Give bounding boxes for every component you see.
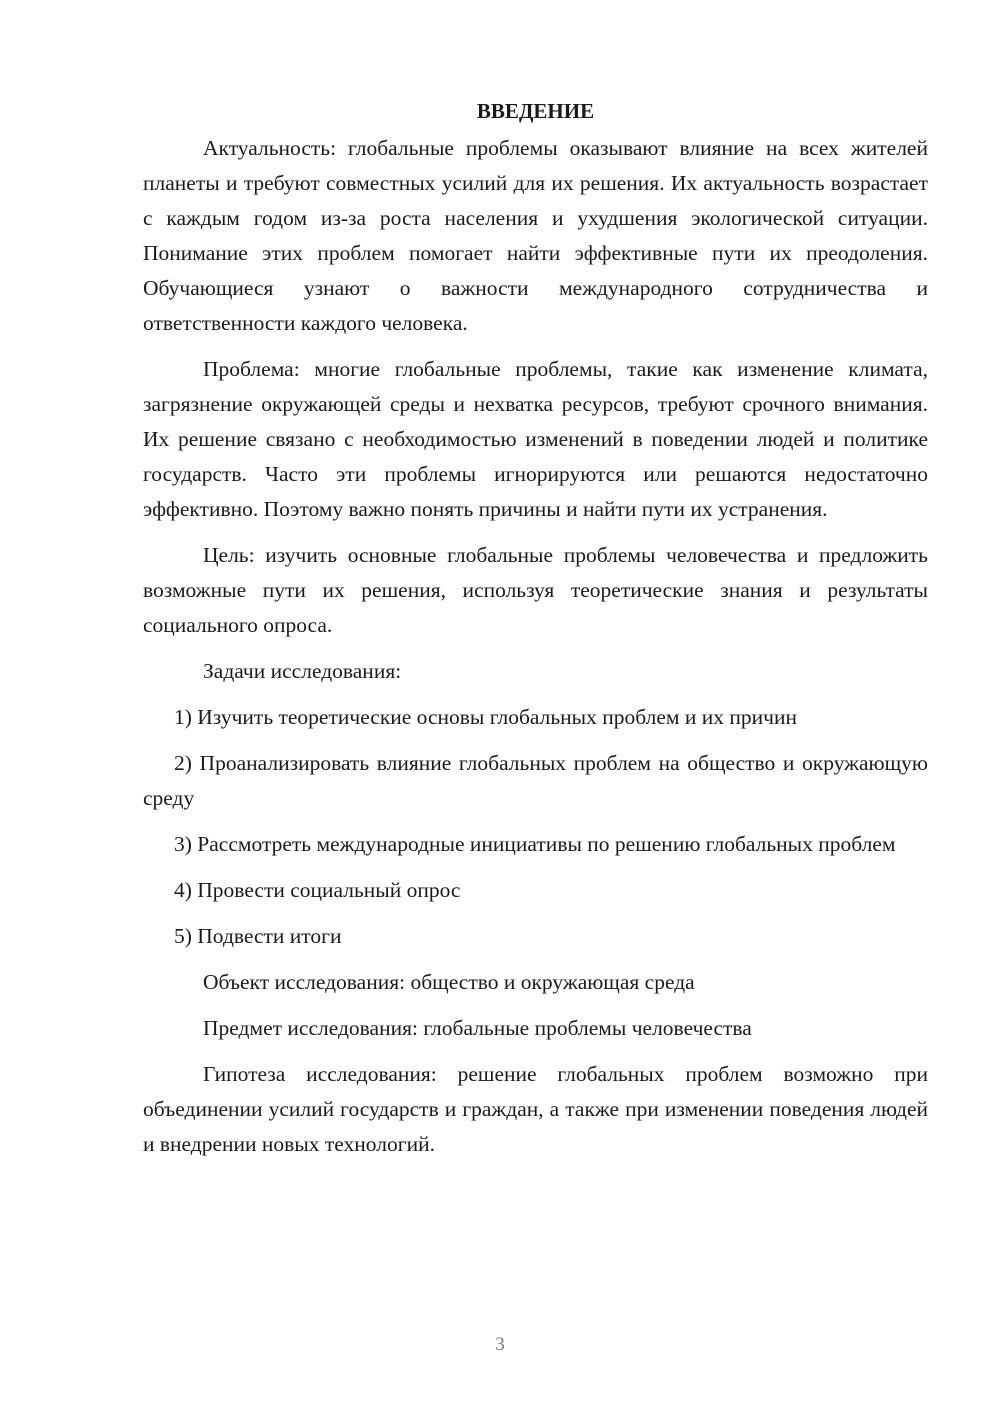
tasks-heading: Задачи исследования: [203, 659, 402, 683]
goal-paragraph: Цель: изучить основные глобальные проблемы человечества и предложить возможные пути их решения, используя теоретические знания и результаты социального опроса. [143, 543, 928, 637]
task-item: 4) Провести социальный опрос [174, 878, 461, 902]
task-item: 1) Изучить теоретические основы глобальных проблем и их причин [174, 705, 797, 729]
task-item: 5) Подвести итоги [174, 924, 342, 948]
page-number: 3 [495, 1334, 505, 1355]
subject-paragraph: Предмет исследования: глобальные проблемы человечества [203, 1016, 752, 1040]
hypothesis-paragraph: Гипотеза исследования: решение глобальных проблем возможно при объединении усилий государств и граждан, а также при изменении поведения людей и внедрении новых технологий. [143, 1062, 928, 1156]
object-paragraph: Объект исследования: общество и окружающая среда [203, 970, 695, 994]
relevance-paragraph: Актуальность: глобальные проблемы оказывают влияние на всех жителей планеты и требуют совместных усилий для их решения. Их актуальность возрастает с каждым годом из-за роста населения и ухудшения экологической ситуации. Понимание этих проблем помогает найти эффективные пути их преодоления. Обучающиеся узнают о важности международного сотрудничества и ответственности каждого человека. [143, 136, 928, 335]
page-title: ВВЕДЕНИЕ [476, 99, 595, 123]
task-item: 2) Проанализировать влияние глобальных проблем на общество и окружающую среду [143, 751, 928, 810]
problem-paragraph: Проблема: многие глобальные проблемы, такие как изменение климата, загрязнение окружающей среды и нехватка ресурсов, требуют срочного внимания. Их решение связано с необходимостью изменений в поведении людей и политике государств. Часто эти проблемы игнорируются или решаются недостаточно эффективно. Поэтому важно понять причины и найти пути их устранения. [143, 357, 928, 521]
task-item: 3) Рассмотреть международные инициативы по решению глобальных проблем [174, 832, 896, 856]
document-page [143, 96, 928, 1173]
